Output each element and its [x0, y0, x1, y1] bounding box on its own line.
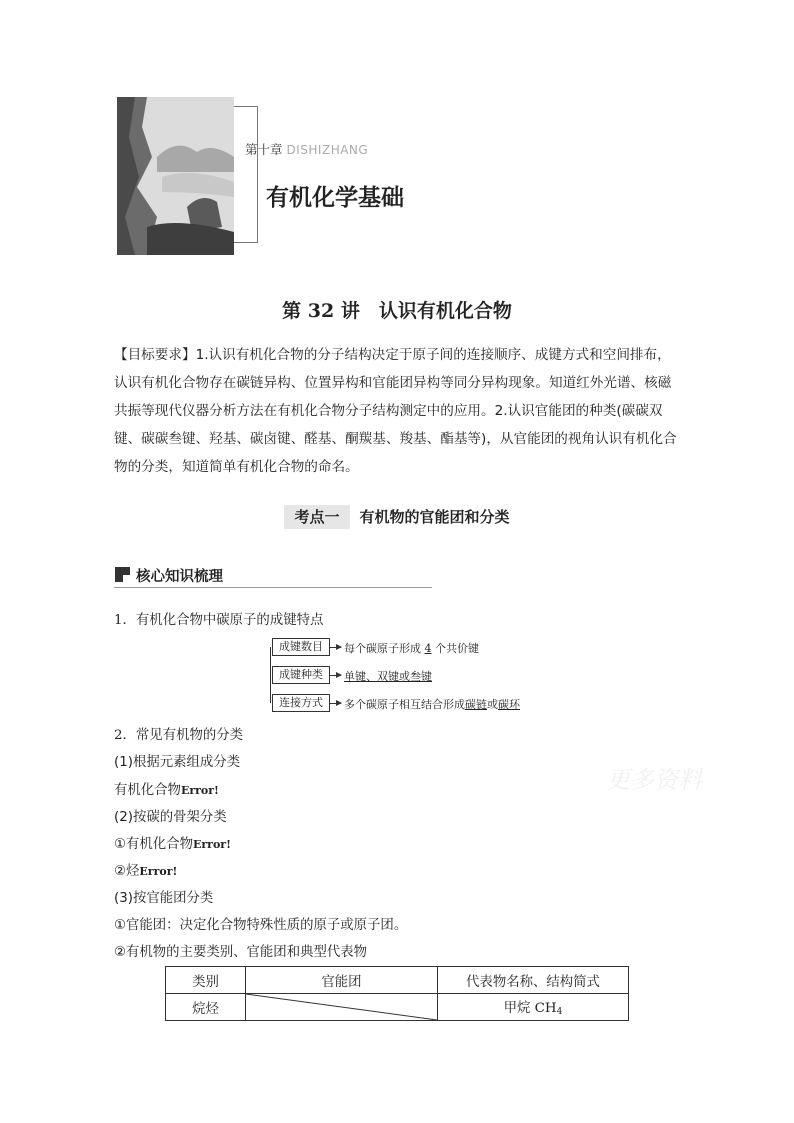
chapter-frame-line: [234, 242, 258, 243]
chapter-number: 第十章: [245, 142, 283, 157]
subsection-3-a: ①官能团：决定化合物特殊性质的原子或原子团。: [114, 918, 408, 933]
arrow-icon: [329, 703, 341, 704]
table-header-example: 代表物名称、结构简式: [438, 967, 629, 994]
mountain-landscape-image: [117, 97, 234, 255]
exam-point-heading: [0, 506, 794, 527]
diagonal-line: [246, 994, 437, 1020]
chapter-frame-line: [234, 106, 258, 107]
diagram-key: 碳环: [498, 698, 520, 711]
chapter-label: [245, 140, 368, 158]
diagram-text-bond-type: [344, 668, 432, 684]
table-cell-category: 烷烃: [166, 994, 246, 1021]
diagram-key: 碳链: [465, 698, 487, 711]
objectives-paragraph: [114, 341, 684, 481]
diagram-box-bond-type: 成键种类: [272, 666, 330, 684]
section-rule: [114, 587, 432, 588]
classification-table: [165, 966, 629, 1021]
subsection-3: (3)按官能团分类: [114, 891, 214, 906]
watermark-text: 更多资料: [606, 766, 702, 794]
error-text: Error!: [192, 838, 231, 851]
chapter-pinyin: DISHIZHANG: [286, 143, 369, 157]
table-header-row: [166, 967, 629, 994]
subsection-1-body: 有机化合物Error!: [114, 783, 219, 798]
chapter-title: 有机化学基础: [266, 185, 404, 211]
table-cell-example: 甲烷 CH4: [438, 994, 629, 1021]
table-cell-functional-group-empty: [246, 994, 438, 1021]
exam-point-title: 有机物的官能团和分类: [359, 508, 510, 526]
error-text: Error!: [139, 865, 178, 878]
subsection-2-b: ②烃Error!: [114, 864, 178, 879]
subsection-3-b: ②有机物的主要类别、官能团和典型代表物: [114, 945, 368, 960]
error-text: Error!: [180, 784, 219, 797]
section-square-icon-cut: [123, 575, 130, 582]
arrow-icon: [329, 675, 341, 676]
item-1-title: 1．有机化合物中碳原子的成键特点: [114, 613, 324, 628]
table-header-functional-group: 官能团: [246, 967, 438, 994]
exam-point-number: 考点一: [284, 505, 349, 529]
diagram-key: 单键、双键或叁键: [344, 670, 432, 683]
section-header: [114, 566, 434, 588]
chapter-frame-line: [257, 106, 258, 243]
objectives-label: 【目标要求】: [114, 347, 196, 363]
subsection-2: (2)按碳的骨架分类: [114, 810, 227, 825]
subsection-1: (1)根据元素组成分类: [114, 755, 241, 770]
diagram-text-bond-count: 每个碳原子形成 4 个共价键: [344, 642, 479, 655]
diagram-connector: [270, 647, 271, 703]
diagram-box-bond-count: 成键数目: [272, 638, 330, 656]
table-header-category: 类别: [166, 967, 246, 994]
diagram-box-connection: 连接方式: [272, 694, 330, 712]
section-title: 核心知识梳理: [136, 569, 223, 585]
lecture-title: 第 32 讲 认识有机化合物: [282, 300, 512, 322]
diagram-key: 4: [424, 642, 432, 655]
subsection-2-a: ①有机化合物Error!: [114, 837, 231, 852]
item-2-title: 2．常见有机物的分类: [114, 728, 244, 743]
arrow-icon: [329, 647, 341, 648]
table-row: [166, 994, 629, 1021]
diagram-text-connection: 多个碳原子相互结合形成碳链或碳环: [344, 698, 520, 711]
chapter-cover-image: [117, 97, 234, 255]
objectives-text: 1.认识有机化合物的分子结构决定于原子间的连接顺序、成键方式和空间排布，认识有机化合物存在碳链异构、位置异构和官能团异构等同分异构现象。知道红外光谱、核磁共振等现代仪器分析方法在有机化合物分子结构测定中的应用。2.认识官能团的种类(碳碳双键、碳碳叁键、羟基、碳卤键、醛基、酮羰基、羧基、酯基等)，从官能团的视角认识有机化合物的分类，知道简单有机化合物的命名。: [114, 347, 677, 475]
